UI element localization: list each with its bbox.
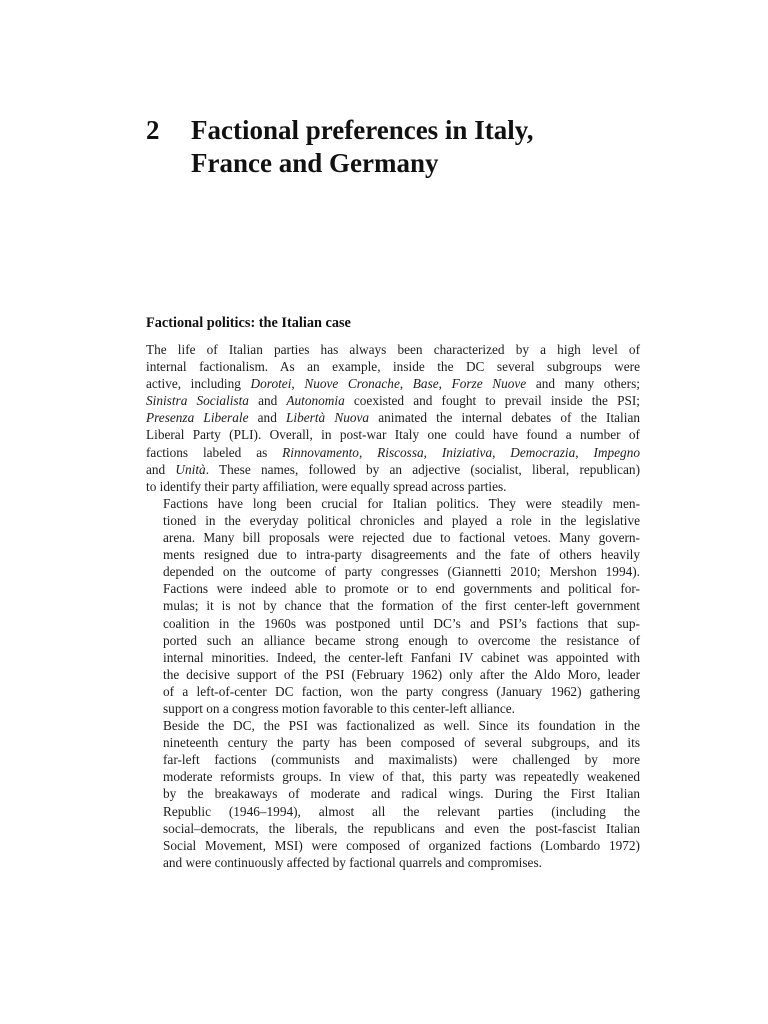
- text-line: [146, 512, 640, 529]
- text-line: [146, 837, 640, 854]
- italic-term: Rinnovamento: [282, 444, 359, 460]
- italic-term: Forze Nuove: [451, 376, 527, 392]
- text-line: [146, 632, 640, 649]
- text-run: and were continuously affected by factional quarrels and compromises.: [163, 854, 542, 870]
- text-line: [146, 820, 640, 837]
- text-run: by the breakaways of moderate and radical wings. During the First Italian: [163, 786, 640, 802]
- text-line: [146, 854, 640, 871]
- text-line: [146, 803, 640, 820]
- paragraph: [146, 717, 640, 871]
- italic-term: Presenza Liberale: [146, 410, 249, 426]
- chapter-title: [191, 114, 631, 180]
- text-line: [146, 461, 640, 478]
- italic-term: Base: [412, 376, 439, 392]
- text-line: [146, 392, 640, 409]
- italic-term: Nuove Cronache: [304, 376, 400, 392]
- text-run: the decisive support of the PSI (February 1962) only after the Aldo Moro, leader: [163, 666, 640, 682]
- text-line: [146, 563, 640, 580]
- text-run: social–democrats, the liberals, the republicans and even the post-fascist Italian: [163, 820, 640, 836]
- text-line: [146, 700, 640, 717]
- text-run: and: [248, 393, 287, 409]
- text-run: depended on the outcome of party congresses (Giannetti 2010; Mershon 1994).: [163, 564, 640, 580]
- text-run: ported such an alliance became strong enough to overcome the resistance of: [163, 632, 640, 648]
- text-line: [146, 666, 640, 683]
- text-run: and many others;: [526, 376, 640, 392]
- text-run: coexisted and fought to prevail inside the PSI;: [344, 393, 640, 409]
- text-run: Republic (1946–1994), almost all the relevant parties (including the: [163, 803, 640, 819]
- text-line: [146, 615, 640, 632]
- section-heading: Factional politics: the Italian case: [146, 315, 351, 331]
- text-run: support on a congress motion favorable to this center-left alliance.: [163, 700, 515, 716]
- italic-term: Iniziativa: [441, 444, 493, 460]
- text-line: [146, 649, 640, 666]
- text-line: [146, 768, 640, 785]
- text-run: active, including: [146, 376, 251, 392]
- text-run: and: [146, 461, 176, 477]
- text-line: [146, 478, 640, 495]
- italic-term: Unità: [175, 461, 206, 477]
- text-run: internal factionalism. As an example, inside the DC several subgroups were: [146, 359, 640, 375]
- text-run: ,: [438, 376, 452, 392]
- text-run: Social Movement, MSI) were composed of organized factions (Lombardo 1972): [163, 837, 640, 853]
- text-line: [146, 529, 640, 546]
- text-line: [146, 495, 640, 512]
- text-line: [146, 580, 640, 597]
- text-line: [146, 426, 640, 443]
- text-line: [146, 751, 640, 768]
- italic-term: Autonomia: [286, 393, 345, 409]
- paragraph: [146, 495, 640, 717]
- text-line: [146, 341, 640, 358]
- text-run: ,: [423, 444, 442, 460]
- text-run: ,: [358, 444, 378, 460]
- paragraph: [146, 341, 640, 495]
- text-line: [146, 546, 640, 563]
- italic-term: Libertà Nuova: [286, 410, 370, 426]
- italic-term: Sinistra Socialista: [146, 393, 249, 409]
- text-line: [146, 785, 640, 802]
- text-run: The life of Italian parties has always been characterized by a high level of: [146, 342, 640, 357]
- text-run: arena. Many bill proposals were rejected due to factional vetoes. Many govern-: [163, 530, 640, 546]
- text-run: moderate reformists groups. In view of that, this party was repeatedly weakened: [163, 769, 640, 785]
- text-run: mulas; it is not by chance that the formation of the first center-left government: [163, 598, 640, 614]
- italic-term: Democrazia: [510, 444, 576, 460]
- chapter-title-line-2: France and Germany: [191, 148, 439, 178]
- text-run: ,: [575, 444, 594, 460]
- text-line: [146, 375, 640, 392]
- body-text: [146, 341, 640, 871]
- italic-term: Riscossa: [377, 444, 424, 460]
- text-line: [146, 734, 640, 751]
- text-run: internal minorities. Indeed, the center-left Fanfani IV cabinet was appointed with: [163, 649, 640, 665]
- text-line: [146, 717, 640, 734]
- text-run: ,: [291, 376, 305, 392]
- text-run: nineteenth century the party has been composed of several subgroups, and its: [163, 735, 640, 751]
- text-run: tioned in the everyday political chronicles and played a role in the legislative: [163, 512, 640, 528]
- text-run: Beside the DC, the PSI was factionalized as well. Since its foundation in the: [163, 718, 640, 734]
- text-line: [146, 409, 640, 426]
- text-line: [146, 683, 640, 700]
- text-run: of a left-of-center DC faction, won the party congress (January 1962) gathering: [163, 683, 640, 699]
- text-line: [146, 358, 640, 375]
- text-run: ,: [492, 444, 511, 460]
- text-run: animated the internal debates of the Italian: [369, 410, 640, 426]
- text-line: [146, 444, 640, 461]
- text-run: and: [248, 410, 287, 426]
- text-run: to identify their party affiliation, were equally spread across parties.: [146, 478, 507, 494]
- text-run: Liberal Party (PLI). Overall, in post-war Italy one could have found a number of: [146, 427, 640, 443]
- text-run: factions labeled as: [146, 444, 283, 460]
- text-run: Factions have long been crucial for Italian politics. They were steadily men-: [163, 495, 640, 511]
- italic-term: Impegno: [593, 444, 640, 460]
- text-run: ,: [399, 376, 413, 392]
- text-run: ments resigned due to intra-party disagreements and the fate of others heavily: [163, 547, 640, 563]
- text-run: Factions were indeed able to promote or to end governments and political for-: [163, 581, 640, 597]
- text-run: . These names, followed by an adjective (socialist, liberal, republican): [205, 461, 640, 477]
- text-run: far-left factions (communists and maximalists) were challenged by more: [163, 752, 640, 768]
- chapter-title-line-1: Factional preferences in Italy,: [191, 115, 534, 145]
- text-line: [146, 597, 640, 614]
- italic-term: Dorotei: [250, 376, 292, 392]
- chapter-number: 2: [146, 115, 160, 145]
- text-run: coalition in the 1960s was postponed until DC’s and PSI’s factions that sup-: [163, 615, 640, 631]
